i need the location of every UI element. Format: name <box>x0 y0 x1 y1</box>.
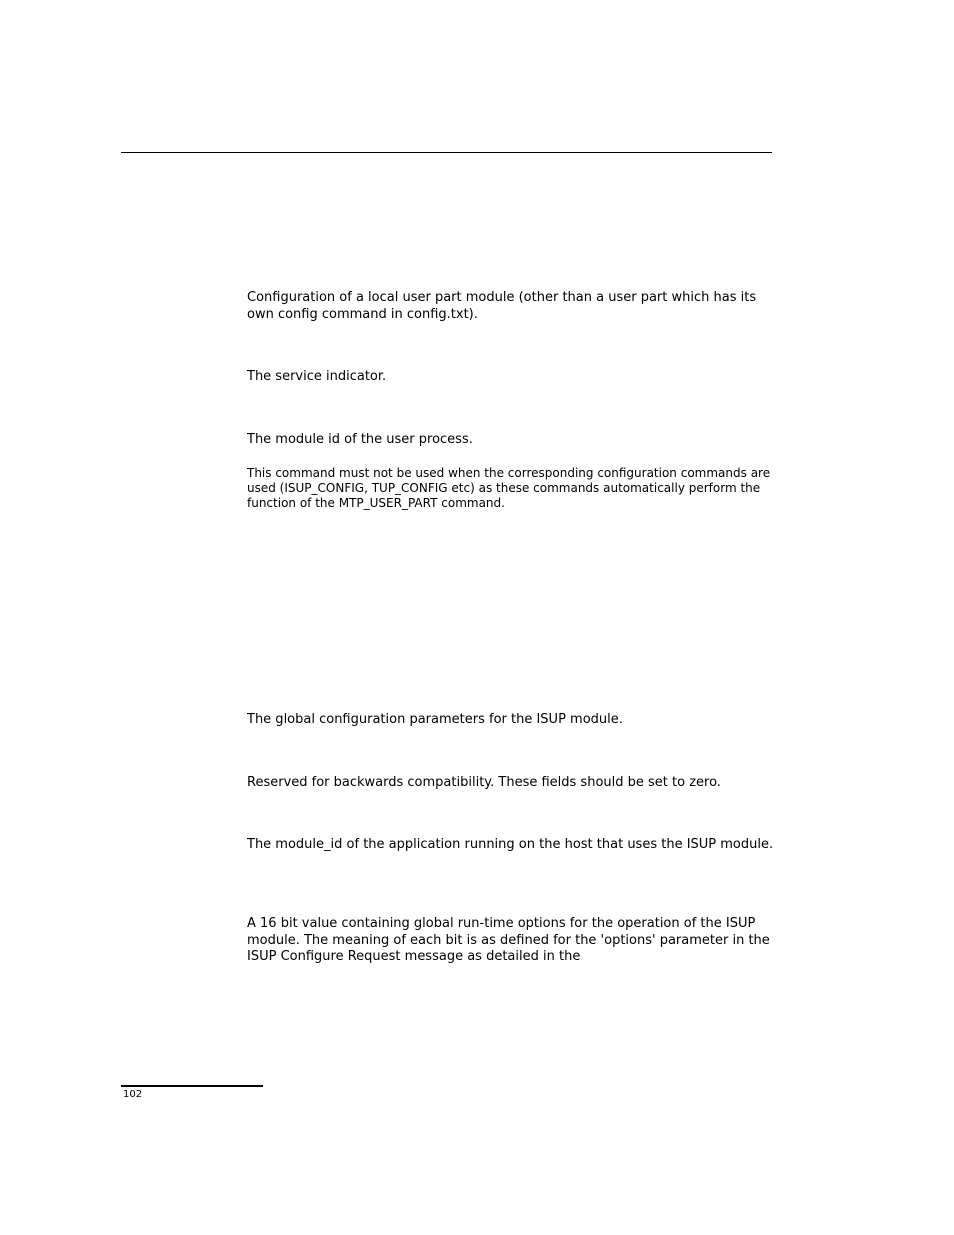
header-rule <box>121 152 772 153</box>
usage-note: This command must not be used when the corresponding configuration commands are used (ISUP_CONFIG, TUP_CONFIG etc) as these commands automatically perform the function of the MTP_USER_PART command. <box>247 466 771 510</box>
options-description: A 16 bit value containing global run-time options for the operation of the ISUP module. The meaning of each bit is as defined for the 'options' parameter in the ISUP Configure Request message as detailed in the <box>247 916 770 964</box>
user-id-description: The module id of the user process. <box>247 432 473 447</box>
mtp-user-part-description: Configuration of a local user part module (other than a user part which has its own config command in config.txt). <box>247 290 757 322</box>
service-indicator-description: The service indicator. <box>247 369 387 384</box>
reserved-fields-description: Reserved for backwards compatibility. These fields should be set to zero. <box>247 775 721 790</box>
footer-rule <box>121 1085 263 1087</box>
isup-user-id-description: The module_id of the application running on the host that uses the ISUP module. <box>247 837 774 852</box>
page-number: 102 <box>123 1089 143 1100</box>
isup-config-description: The global configuration parameters for the ISUP module. <box>247 712 623 727</box>
